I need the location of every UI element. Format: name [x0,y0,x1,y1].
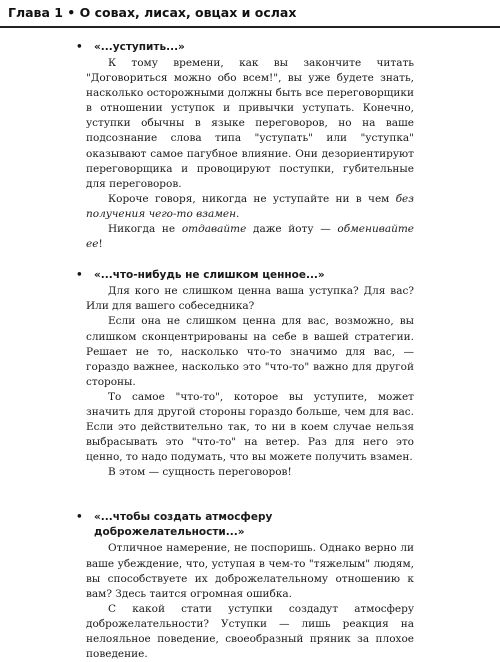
section-heading-text: «...что-нибудь не слишком ценное...» [94,269,325,282]
paragraph-text: . [236,207,240,220]
section-goodwill [76,510,414,662]
section-gap [86,480,414,510]
paragraph-text: Короче говоря, никогда не уступайте ни в чем [108,192,396,205]
paragraph-text: ! [98,238,103,251]
section-heading [74,40,414,55]
section-concede [76,40,415,252]
paragraph: Отличное намерение, не поспоришь. Однако верно ли ваше убеждение, что, уступая в чем-то "тяжелым" людям, вы способствуете их доброжелательному отношению к вам? Здесь таится огромная ошибка. [86,542,414,600]
paragraph: В этом — сущность переговоров! [108,466,292,479]
section-not-valuable [76,268,414,480]
paragraph-text: даже йоту — [246,223,338,236]
section-heading-text: «...уступить...» [94,41,185,53]
paragraph [86,222,414,252]
paragraph: То самое "что-то", которое вы уступите, может значить для другой стороны гораздо больше, чем для вас. Если это действительно так, то ни в коем случае нельзя выбрасывать это "что-то" на ветер. Раз для него это ценно, то надо подумать, что вы можете получить взамен. [86,390,414,464]
page-body [76,40,415,662]
section-heading [74,510,414,540]
paragraph: К тому времени, как вы закончите читать "Договориться можно обо всем!", вы уже будете знать, насколько осторожными должны быть все переговорщики в отношении уступок и привычки уступать. Конечно, уступки обычны в языке переговоров, но на ваше подсознание слова типа "уступать" или "уступка" оказывают самое пагубное влияние. Они дезориентируют переговорщика и провоцируют поступки, губительные для переговоров. [86,57,414,190]
emphasis-text: обменивайте ее [86,223,415,251]
header-divider [0,26,500,28]
section-gap [86,252,414,268]
emphasis-text: отдавайте [181,223,247,236]
section-heading [74,268,414,283]
chapter-header [0,0,500,24]
chapter-title: Глава 1 • О совах, лисах, овцах и ослах [8,4,297,20]
bullet-icon: • [76,269,83,282]
paragraph-text: Никогда не [108,223,182,236]
section-heading-text: «...чтобы создать атмосферу доброжелательности...» [94,511,273,539]
bullet-icon: • [76,511,83,524]
emphasis-text: без получения чего-то взамен [86,192,414,220]
paragraph [86,192,414,222]
paragraph: Если она не слишком ценна для вас, возможно, вы слишком сконцентрированы на себе в вашей стратегии. Решает не то, насколько что-то значимо для вас, — гораздо важнее, насколько это "что-то" важно для другой стороны. [86,315,414,388]
paragraph: Для кого не слишком ценна ваша уступка? Для вас? Или для вашего собеседника? [86,285,414,313]
paragraph: С какой стати уступки создадут атмосферу доброжелательности? Уступки — лишь реакция на нелояльное поведение, своеобразный пряник за плохое поведение. [86,602,414,661]
bullet-icon: • [76,41,83,53]
